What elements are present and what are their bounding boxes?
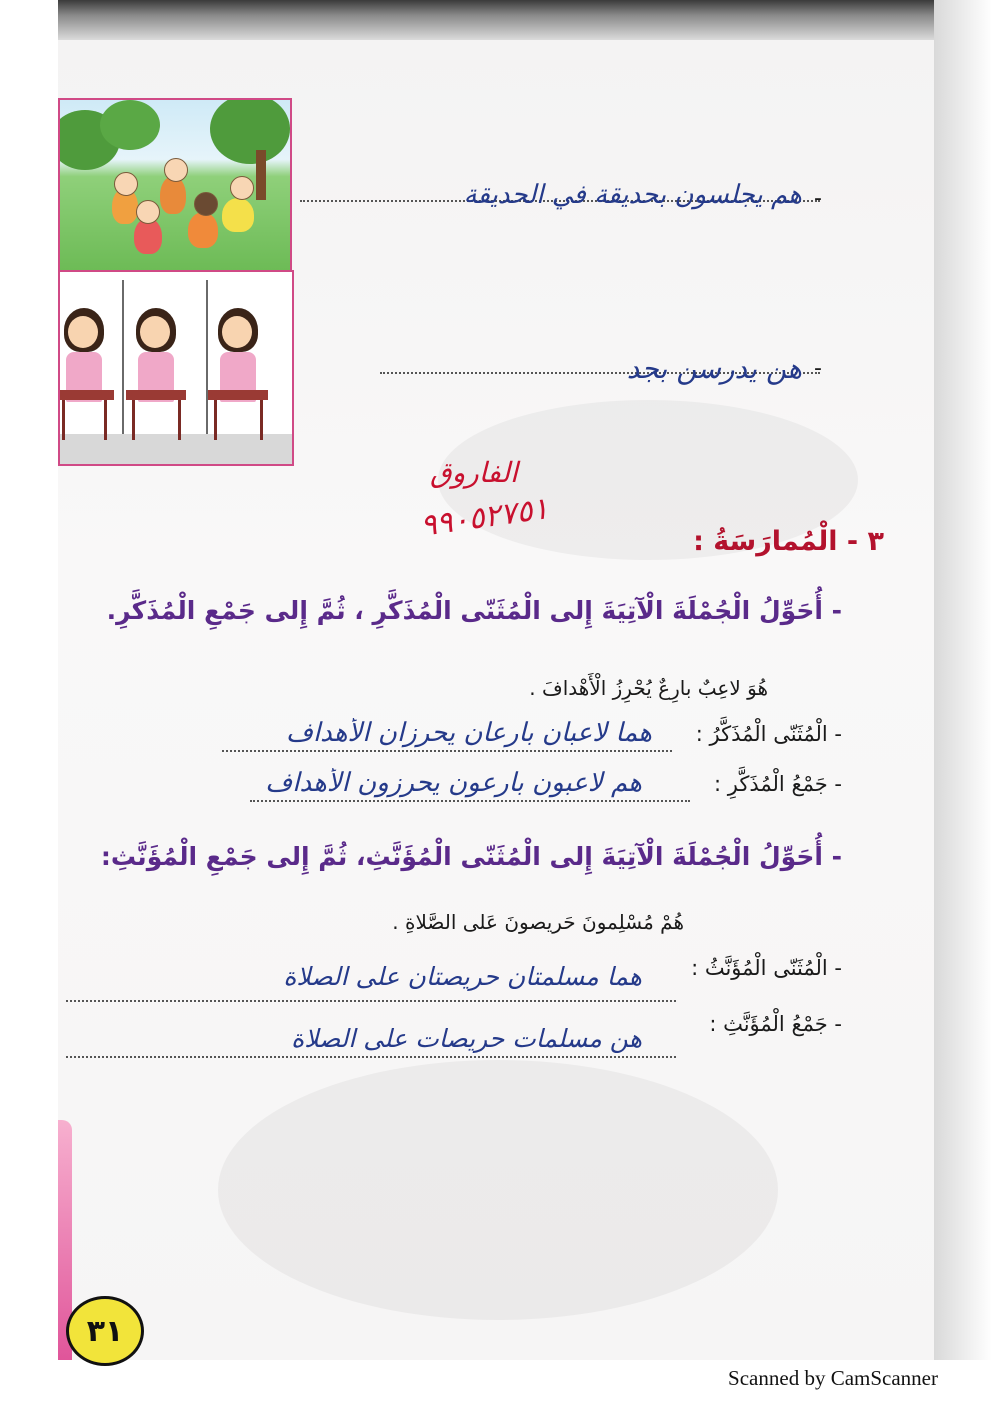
child-head xyxy=(164,158,188,182)
handwritten-feminine-plural: هن مسلمات حريصات على الصلاة xyxy=(291,1024,642,1053)
page-number-badge: ٣١ xyxy=(66,1296,144,1366)
girl-face xyxy=(140,316,170,348)
tree-trunk xyxy=(256,150,266,200)
floor xyxy=(60,434,292,464)
desk-leg xyxy=(214,400,217,440)
child-figure xyxy=(222,198,254,232)
red-note-name: الفاروق xyxy=(430,456,518,489)
desk xyxy=(58,390,114,400)
label-masculine-dual: - الْمُثَنّى الْمُذَكَّرُ : xyxy=(695,722,842,746)
tree-icon xyxy=(210,98,290,164)
answer-dash: - xyxy=(814,186,822,211)
handwritten-answer: هن يدرسن بجد xyxy=(626,352,802,385)
boys-in-park-illustration xyxy=(58,98,292,272)
instruction-masculine: - أُحَوِّلُ الْجُمْلَةَ الْآتِيَةَ إِلى الْمُثَنّى الْمُذَكَّرِ ، ثُمَّ إِلى جَمْعِ الْمُذَكَّرِ. xyxy=(106,596,842,625)
child-head xyxy=(136,200,160,224)
desk-leg xyxy=(178,400,181,440)
girl-face xyxy=(68,316,98,348)
desk-leg xyxy=(260,400,263,440)
scan-right-edge xyxy=(934,0,992,1360)
answer-line xyxy=(66,1000,676,1002)
handwritten-answer: هم يجلسون بحديقة في الحديقة xyxy=(463,180,802,210)
source-sentence-feminine: هُمْ مُسْلِمونَ حَريصونَ عَلى الصَّلاةِ . xyxy=(392,910,684,934)
section-title: ٣ - الْمُمارَسَةُ : xyxy=(693,526,884,557)
bleed-through xyxy=(218,1060,778,1320)
child-head xyxy=(230,176,254,200)
handwritten-masculine-dual: هما لاعبان بارعان يحرزان الأهداف xyxy=(286,718,652,748)
panel-divider xyxy=(206,280,208,436)
answer-line xyxy=(222,750,672,752)
label-feminine-plural: - جَمْعُ الْمُؤَنَّثِ : xyxy=(709,1012,842,1036)
scanner-watermark: Scanned by CamScanner xyxy=(728,1366,938,1390)
answer-line xyxy=(66,1056,676,1058)
instruction-feminine: - أُحَوِّلُ الْجُمْلَةَ الْآتِيَةَ إِلى الْمُثَنّى الْمُؤَنَّثِ، ثُمَّ إِلى جَمْعِ الْمُؤَنَّثِ: xyxy=(100,842,842,871)
tree-icon xyxy=(100,100,160,150)
desk xyxy=(208,390,268,400)
handwritten-masculine-plural: هم لاعبون بارعون يحرزون الأهداف xyxy=(265,768,642,798)
scan-top-edge xyxy=(58,0,934,44)
label-feminine-dual: - الْمُثَنّى الْمُؤَنَّثُ : xyxy=(691,956,842,980)
answer-dash: - xyxy=(814,356,822,381)
desk-leg xyxy=(104,400,107,440)
label-masculine-plural: - جَمْعُ الْمُذَكَّرِ : xyxy=(714,772,842,796)
child-head xyxy=(114,172,138,196)
desk-leg xyxy=(62,400,65,440)
child-figure xyxy=(188,212,218,248)
desk xyxy=(126,390,186,400)
girl-face xyxy=(222,316,252,348)
panel-divider xyxy=(122,280,124,436)
red-note-number: ٩٩٠٥٢٧٥١ xyxy=(418,491,551,544)
desk-leg xyxy=(132,400,135,440)
answer-line xyxy=(250,800,690,802)
handwritten-feminine-dual: هما مسلمتان حريصتان على الصلاة xyxy=(283,962,642,991)
girls-studying-illustration xyxy=(58,270,294,466)
source-sentence-masculine: هُوَ لاعِبٌ بارِعٌ يُحْرِزُ الْأَهْدافَ . xyxy=(529,676,768,700)
child-head xyxy=(194,192,218,216)
